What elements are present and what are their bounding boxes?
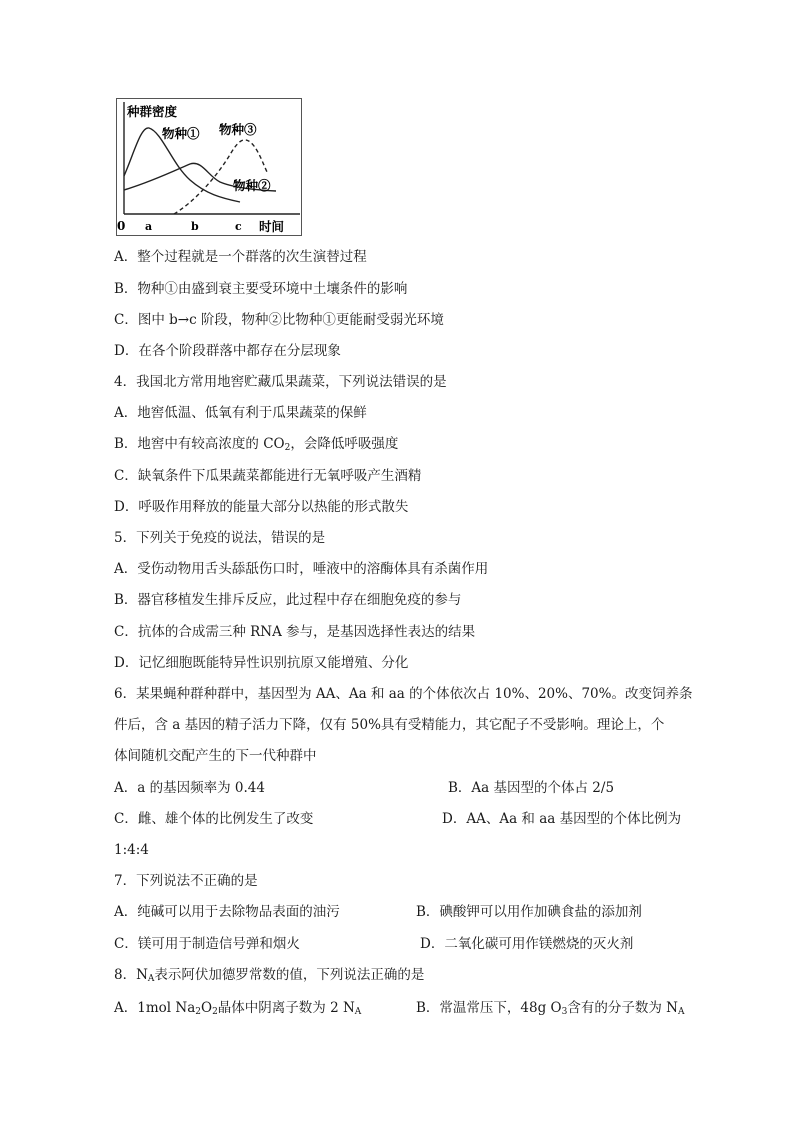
q8-a-text: A．1mol Na [114,1000,196,1016]
q7-option-b: B．碘酸钾可以用作加碘食盐的添加剂 [416,904,642,920]
q8-a-sub2: 2 [212,1007,218,1017]
q8-b-sub2: A [677,1007,685,1017]
q6-stem-line2: 件后，含 a 基因的精子活力下降，仅有 50%具有受精能力，其它配子不受影响。理论上，个 [114,717,665,733]
q5-option-d: D．记忆细胞既能特异性识别抗原又能增殖、分化 [114,655,409,671]
q6-option-d-cont: 1:4:4 [114,842,149,858]
q6-option-d: D．AA、Aa 和 aa 基因型的个体比例为 [442,811,682,827]
q3-option-a: A．整个过程就是一个群落的次生演替过程 [114,249,367,265]
q5-option-b: B．器官移植发生排斥反应，此过程中存在细胞免疫的参与 [114,592,462,608]
q5-option-c: C．抗体的合成需三种 RNA 参与，是基因选择性表达的结果 [114,624,476,640]
q7-stem: 7．下列说法不正确的是 [114,873,258,889]
q8-option-b [416,998,684,1022]
q8-a-sub1: 2 [195,1007,201,1017]
q8-stem-text-end: 表示阿伏加德罗常数的值，下列说法正确的是 [154,967,425,983]
q3-option-b: B．物种①由盛到衰主要受环境中土壤条件的影响 [114,281,408,297]
q8-stem-text: 8．N [114,967,148,983]
q7-option-a: A．纯碱可以用于去除物品表面的油污 [114,904,340,920]
q8-option-a [114,998,361,1022]
tick-a: a [145,220,153,233]
q6-stem-line1: 6．某果蝇种群种群中，基因型为 AA、Aa 和 aa 的个体依次占 10%、20%、70%。改变饲养条 [114,686,693,702]
tick-c: c [235,220,242,233]
q8-stem [114,965,714,989]
x-axis-label: 时间 [259,219,285,234]
q6-option-b: B．Aa 基因型的个体占 2/5 [448,780,615,796]
figure-border [117,99,302,236]
q4-option-d: D．呼吸作用释放的能量大部分以热能的形式散失 [114,499,409,515]
q4-option-c: C．缺氧条件下瓜果蔬菜都能进行无氧呼吸产生酒精 [114,468,422,484]
q8-a-text-end: 晶体中阴离子数为 2 N [217,1000,355,1016]
q6-stem-line3: 体间随机交配产生的下一代种群中 [114,748,317,764]
q5-stem: 5．下列关于免疫的说法，错误的是 [114,530,326,546]
q6-option-c: C．雌、雄个体的比例发生了改变 [114,811,314,827]
q5-option-a: A．受伤动物用舌头舔舐伤口时，唾液中的溶酶体具有杀菌作用 [114,561,489,577]
q8-b-text: B．常温常压下，48g O [416,1000,562,1016]
species1-label: 物种① [162,126,200,141]
population-density-figure [116,98,302,236]
q8-b-text-end: 含有的分子数为 N [567,1000,678,1016]
q7-option-c: C．镁可用于制造信号弹和烟火 [114,936,300,952]
origin-label: 0 [117,219,126,233]
species2-label: 物种② [233,178,271,193]
q6-option-a: A．a 的基因频率为 0.44 [114,780,265,796]
q4-stem: 4．我国北方常用地窖贮藏瓜果蔬菜，下列说法错误的是 [114,374,447,390]
q7-option-d: D．二氧化碳可用作镁燃烧的灭火剂 [420,936,634,952]
q3-option-c: C．图中 b→c 阶段，物种②比物种①更能耐受弱光环境 [114,312,444,328]
y-axis-label: 种群密度 [127,104,178,119]
q8-stem-sub: A [147,974,155,984]
q4-b-sub: 2 [284,443,291,453]
q8-a-sub3: A [354,1007,362,1017]
q3-option-d: D．在各个阶段群落中都存在分层现象 [114,343,341,359]
q4-b-text-end: ，会降低呼吸强度 [290,436,399,452]
species3-curve [174,140,268,214]
q8-a-mid: O [200,1000,213,1016]
q8-b-sub1: 3 [561,1007,568,1017]
q4-option-a: A．地窖低温、低氧有利于瓜果蔬菜的保鲜 [114,405,367,421]
q4-b-text: B．地窖中有较高浓度的 CO [114,436,285,452]
species3-label: 物种③ [219,122,257,137]
q4-option-b [114,434,714,458]
tick-b: b [191,220,199,233]
